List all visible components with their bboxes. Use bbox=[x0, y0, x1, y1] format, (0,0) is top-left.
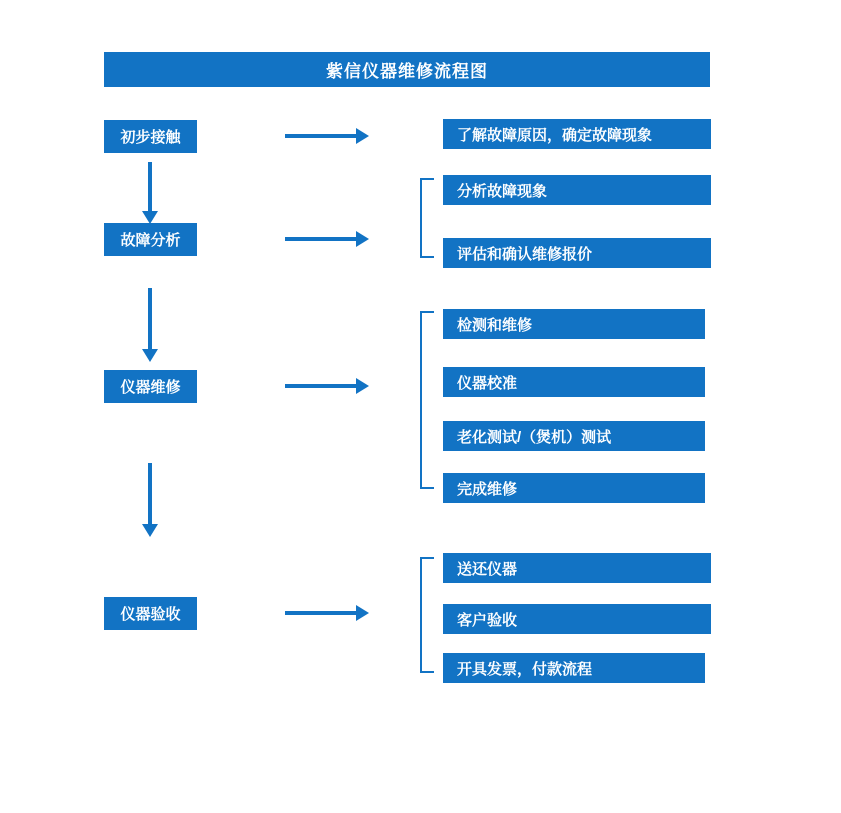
arrow-initial-contact-to-tasks bbox=[285, 134, 357, 138]
arrow-stage1-to-stage2 bbox=[148, 162, 152, 212]
task-calibration: 仪器校准 bbox=[443, 367, 705, 397]
arrow-stage2-to-stage3 bbox=[148, 288, 152, 350]
stage-fault-analysis: 故障分析 bbox=[104, 223, 197, 256]
arrow-fault-analysis-to-tasks bbox=[285, 237, 357, 241]
task-customer-acceptance: 客户验收 bbox=[443, 604, 711, 634]
arrow-instrument-acceptance-to-tasks bbox=[285, 611, 357, 615]
task-quote-confirm: 评估和确认维修报价 bbox=[443, 238, 711, 268]
bracket-fault-analysis bbox=[420, 178, 434, 258]
task-aging-test: 老化测试/（煲机）测试 bbox=[443, 421, 705, 451]
task-repair-complete: 完成维修 bbox=[443, 473, 705, 503]
arrow-instrument-repair-to-tasks bbox=[285, 384, 357, 388]
task-return-instrument: 送还仪器 bbox=[443, 553, 711, 583]
task-test-and-repair: 检测和维修 bbox=[443, 309, 705, 339]
flowchart-title: 紫信仪器维修流程图 bbox=[104, 52, 710, 87]
task-understand-fault: 了解故障原因，确定故障现象 bbox=[443, 119, 711, 149]
task-invoice-payment: 开具发票，付款流程 bbox=[443, 653, 705, 683]
stage-initial-contact: 初步接触 bbox=[104, 120, 197, 153]
task-analyze-fault: 分析故障现象 bbox=[443, 175, 711, 205]
stage-instrument-repair: 仪器维修 bbox=[104, 370, 197, 403]
stage-instrument-acceptance: 仪器验收 bbox=[104, 597, 197, 630]
bracket-instrument-acceptance bbox=[420, 557, 434, 673]
bracket-instrument-repair bbox=[420, 311, 434, 489]
arrow-stage3-to-stage4 bbox=[148, 463, 152, 525]
